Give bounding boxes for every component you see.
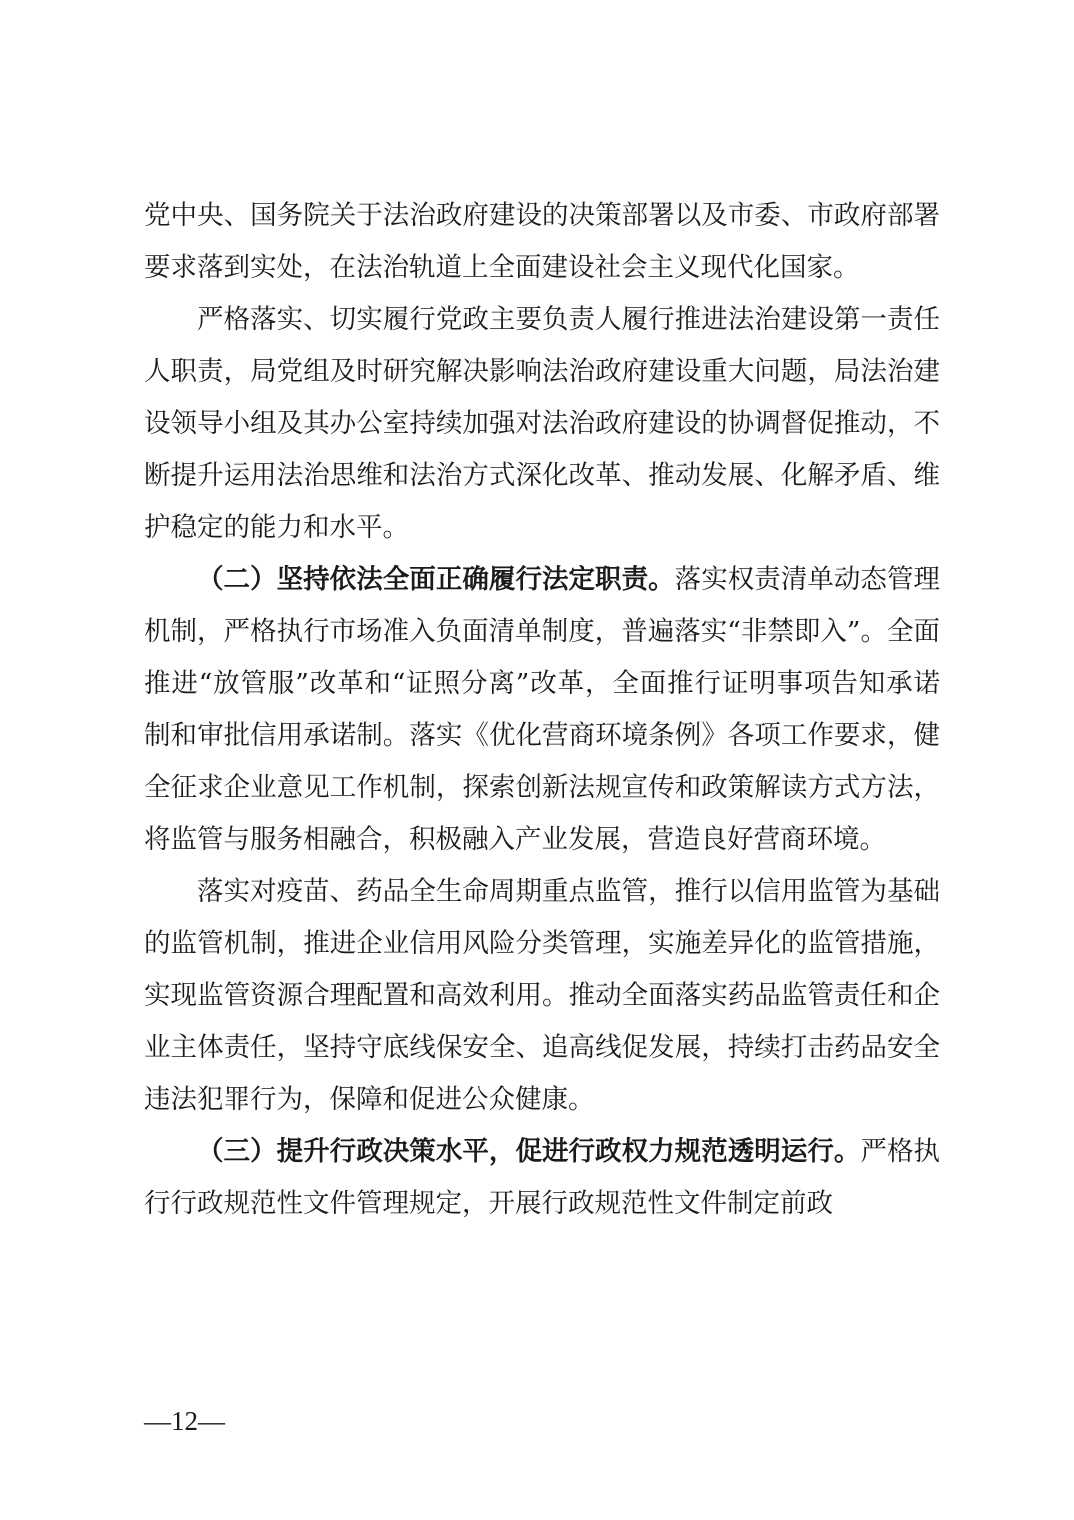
paragraph: [144, 554, 940, 866]
paragraph-text: 落实权责清单动态管理机制，严格执行市场准入负面清单制度，普遍落实“非禁即入”。全面推进“放管服”改革和“证照分离”改革，全面推行证明事项告知承诺制和审批信用承诺制。落实《优化营商环境条例》各项工作要求，健全征求企业意见工作机制，探索创新法规宣传和政策解读方式方法，将监管与服务相融合，积极融入产业发展，营造良好营商环境。: [144, 564, 941, 855]
section-heading: （二）坚持依法全面正确履行法定职责。: [197, 564, 675, 595]
paragraph: [144, 866, 940, 1126]
document-body: [144, 190, 940, 1230]
paragraph-text: 严格执行行政规范性文件管理规定，开展行政规范性文件制定前政: [144, 1136, 941, 1219]
paragraph-text: 党中央、国务院关于法治政府建设的决策部署以及市委、市政府部署要求落到实处，在法治轨道上全面建设社会主义现代化国家。: [144, 200, 940, 283]
section-heading: （三）提升行政决策水平，促进行政权力规范透明运行。: [197, 1136, 861, 1167]
paragraph: [144, 1126, 940, 1230]
page-number: —12—: [144, 1406, 225, 1436]
paragraph-text: 落实对疫苗、药品全生命周期重点监管，推行以信用监管为基础的监管机制，推进企业信用风险分类管理，实施差异化的监管措施，实现监管资源合理配置和高效利用。推动全面落实药品监管责任和企业主体责任，坚持守底线保安全、追高线促发展，持续打击药品安全违法犯罪行为，保障和促进公众健康。: [144, 876, 940, 1115]
paragraph: [144, 294, 940, 554]
paragraph-text: 严格落实、切实履行党政主要负责人履行推进法治建设第一责任人职责，局党组及时研究解决影响法治政府建设重大问题，局法治建设领导小组及其办公室持续加强对法治政府建设的协调督促推动，不断提升运用法治思维和法治方式深化改革、推动发展、化解矛盾、维护稳定的能力和水平。: [144, 304, 940, 543]
paragraph-continued: [144, 190, 940, 294]
